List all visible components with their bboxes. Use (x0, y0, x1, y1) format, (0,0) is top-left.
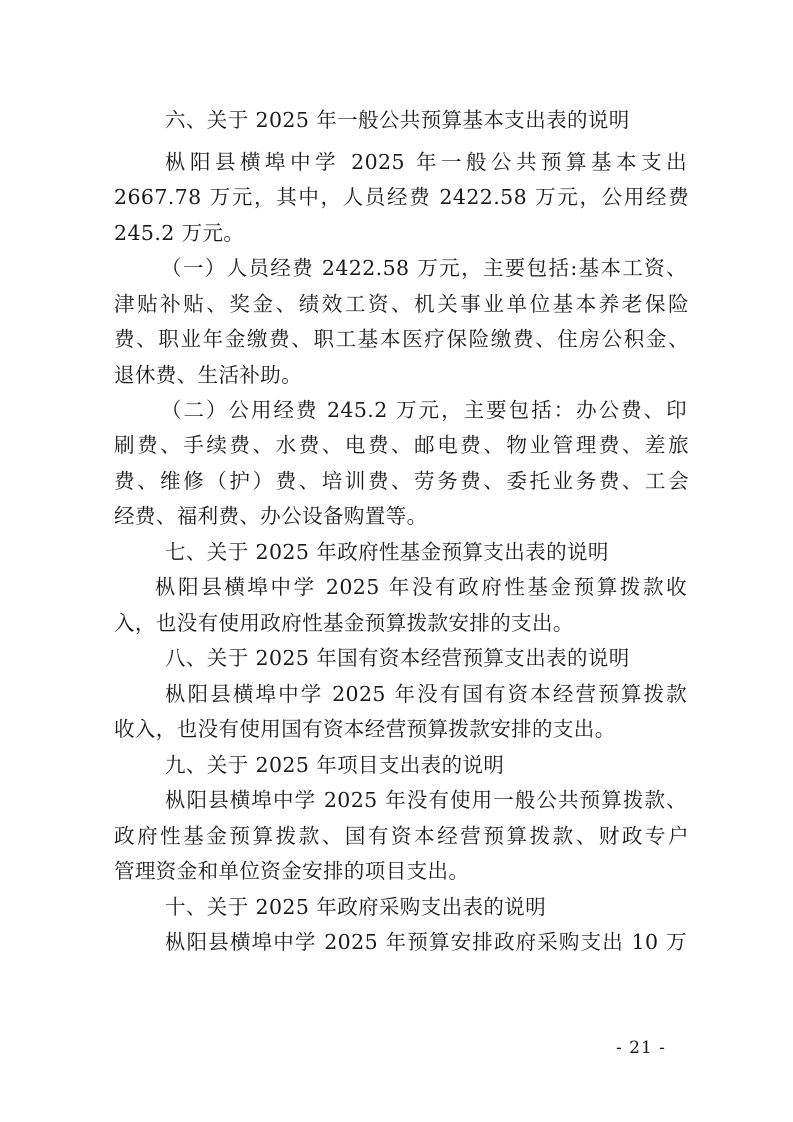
section-7-paragraph-line-1: 枞阳县横埠中学 2025 年没有政府性基金预算拨款收 (155, 575, 687, 599)
public-expense-paragraph-line-4: 经费、福利费、办公设备购置等。 (114, 504, 428, 528)
personnel-expense-paragraph-line-4: 退休费、生活补助。 (114, 363, 303, 387)
personnel-expense-paragraph-line-3: 费、职业年金缴费、职工基本医疗保险缴费、住房公积金、 (114, 327, 689, 351)
public-expense-paragraph-line-1: （二）公用经费 245.2 万元，主要包括：办公费、印 (161, 398, 687, 422)
section-7-heading: 七、关于 2025 年政府性基金预算支出表的说明 (165, 540, 609, 564)
section-9-paragraph-line-1: 枞阳县横埠中学 2025 年没有使用一般公共预算拨款、 (165, 788, 687, 812)
section-6-paragraph-line-3: 245.2 万元。 (114, 221, 245, 245)
public-expense-paragraph-line-3: 费、维修（护）费、培训费、劳务费、委托业务费、工会 (114, 469, 689, 493)
section-6-paragraph-line-2: 2667.78 万元，其中，人员经费 2422.58 万元，公用经费 (114, 185, 689, 209)
section-6-heading: 六、关于 2025 年一般公共预算基本支出表的说明 (165, 108, 630, 132)
section-10-heading: 十、关于 2025 年政府采购支出表的说明 (165, 895, 547, 919)
section-6-paragraph-line-1: 枞阳县横埠中学 2025 年一般公共预算基本支出 (165, 150, 687, 174)
section-9-heading: 九、关于 2025 年项目支出表的说明 (165, 753, 505, 777)
section-9-paragraph-line-2: 政府性基金预算拨款、国有资本经营预算拨款、财政专户 (114, 824, 689, 848)
personnel-expense-paragraph-line-2: 津贴补贴、奖金、绩效工资、机关事业单位基本养老保险 (114, 292, 689, 316)
section-8-paragraph-line-2: 收入，也没有使用国有资本经营预算拨款安排的支出。 (114, 717, 616, 741)
section-8-paragraph-line-1: 枞阳县横埠中学 2025 年没有国有资本经营预算拨款 (165, 682, 687, 706)
page-number: - 21 - (616, 1038, 666, 1058)
section-7-paragraph-line-2: 入，也没有使用政府性基金预算拨款安排的支出。 (114, 611, 574, 635)
public-expense-paragraph-line-2: 刷费、手续费、水费、电费、邮电费、物业管理费、差旅 (114, 433, 689, 457)
section-10-paragraph-line-1: 枞阳县横埠中学 2025 年预算安排政府采购支出 10 万 (165, 930, 687, 954)
section-9-paragraph-line-3: 管理资金和单位资金安排的项目支出。 (114, 859, 470, 883)
section-8-heading: 八、关于 2025 年国有资本经营预算支出表的说明 (165, 646, 630, 670)
personnel-expense-paragraph-line-1: （一）人员经费 2422.58 万元，主要包括:基本工资、 (161, 256, 687, 280)
